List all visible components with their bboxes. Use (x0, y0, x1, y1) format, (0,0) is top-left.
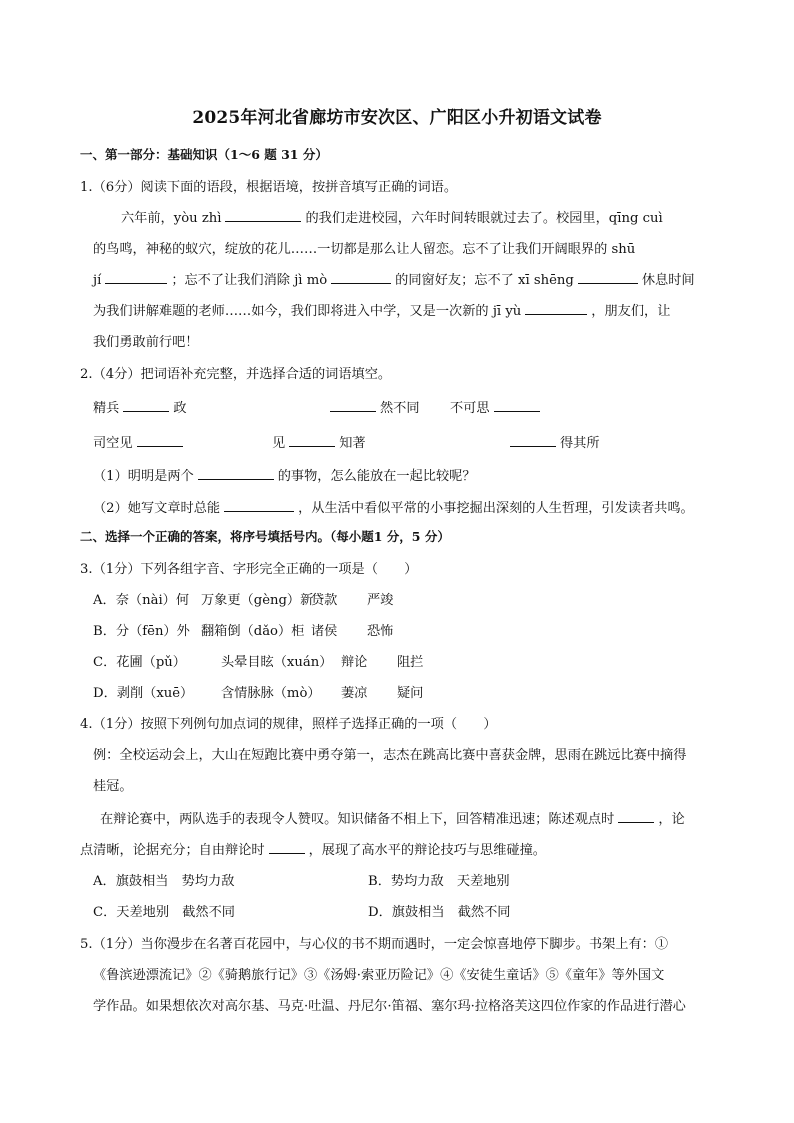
option-part: C．花圃（pǔ） (93, 655, 186, 670)
option-d[interactable]: D．旗鼓相当 截然不同 (368, 905, 511, 920)
question-1-line-5: 我们勇敢前行吧！ (93, 335, 199, 350)
answer-blank[interactable] (289, 434, 335, 447)
option-c[interactable] (93, 651, 423, 670)
q1-text: ，朋友们，让 (591, 304, 671, 319)
q1-text: 休息时间 (641, 273, 695, 288)
answer-blank[interactable] (578, 271, 638, 284)
passage-line-1 (100, 808, 685, 827)
page-title: 2025年河北省廊坊市安次区、广阳区小升初语文试卷 (192, 108, 602, 128)
sentence-text: ，从生活中看似平常的小事挖掘出深刻的人生哲理，引发读者共鸣。 (298, 501, 694, 516)
question-5-line-3: 学作品。如果想依次对高尔基、马克·吐温、丹尼尔·笛福、塞尔玛·拉格洛芙这四位作家的作品进行潜心 (93, 999, 686, 1014)
q1-text: 的同窗好友；忘不了 xī shēng (395, 273, 574, 288)
q1-text: 的我们走进校园，六年时间转眼就过去了。校园里，qīng cuì (305, 211, 663, 226)
answer-blank[interactable] (331, 271, 391, 284)
question-2-stem: 2.（4分）把词语补充完整，并选择合适的词语填空。 (80, 367, 392, 382)
passage-text: 在辩论赛中，两队选手的表现令人赞叹。知识储备不相上下，回答精准迅速；陈述观点时 (100, 812, 615, 827)
example-line-1: 例：全校运动会上，大山在短跑比赛中勇夺第一，志杰在跳高比赛中喜获金牌，思雨在跳远比赛中摘得 (93, 748, 687, 763)
section-header-part1: 一、第一部分：基础知识（1～6 题 31 分） (80, 147, 328, 162)
idiom-1 (93, 397, 187, 416)
option-part: 含情脉脉（mò） (221, 686, 321, 701)
option-a[interactable]: A．旗鼓相当 势均力敌 (93, 874, 235, 889)
option-part: 疑问 (397, 686, 424, 701)
question-2-sentence-1 (93, 465, 476, 484)
q1-text: jí (93, 273, 102, 288)
passage-text: ，展现了高水平的辩论技巧与思维碰撞。 (308, 843, 546, 858)
option-part: 严竣 (367, 593, 394, 608)
answer-blank[interactable] (525, 302, 587, 315)
option-b[interactable] (93, 620, 393, 639)
option-part: 万象更（gèng）新 (201, 593, 314, 608)
option-part: B．分（fēn）外 (93, 624, 190, 639)
answer-blank[interactable] (510, 434, 556, 447)
sentence-text: （1）明明是两个 (93, 469, 194, 484)
question-1-stem: 1.（6分）阅读下面的语段，根据语境，按拼音填写正确的词语。 (80, 180, 458, 195)
question-5-line-1: 5.（1分）当你漫步在名著百花园中，与心仪的书不期而遇时，一定会惊喜地停下脚步。书架上有：① (80, 937, 669, 952)
idiom-text: 知著 (339, 436, 366, 451)
sentence-text: 的事物，怎么能放在一起比较呢？ (277, 469, 476, 484)
option-a[interactable] (93, 589, 393, 608)
answer-blank[interactable] (618, 810, 654, 823)
question-2-sentence-2 (93, 497, 694, 516)
q1-text: 为我们讲解难题的老师……如今，我们即将进入中学，又是一次新的 jī yù (93, 304, 522, 319)
idiom-3 (450, 397, 544, 416)
idiom-6 (510, 432, 600, 451)
option-b[interactable]: B．势均力敌 天差地别 (368, 874, 510, 889)
q1-text: 六年前，yòu zhì (121, 211, 222, 226)
answer-blank[interactable] (330, 399, 376, 412)
passage-text: ，论 (658, 812, 685, 827)
question-1-line-1 (121, 207, 663, 226)
answer-blank[interactable] (123, 399, 169, 412)
option-part: D．剥削（xuē） (93, 686, 194, 701)
option-part: A．奈（nài）何 (93, 593, 190, 608)
question-4-stem: 4.（1分）按照下列例句加点词的规律，照样子选择正确的一项（ ） (80, 717, 497, 732)
answer-blank[interactable] (105, 271, 167, 284)
idiom-text: 得其所 (560, 436, 600, 451)
idiom-text: 精兵 (93, 401, 120, 416)
idiom-text: 不可思 (450, 401, 490, 416)
answer-blank[interactable] (225, 209, 301, 222)
option-c[interactable]: C．天差地别 截然不同 (93, 905, 235, 920)
idiom-text: 然不同 (380, 401, 420, 416)
option-part: 翻箱倒（dǎo）柜 (201, 624, 305, 639)
option-part: 辩论 (341, 655, 368, 670)
question-1-line-3 (93, 269, 695, 288)
idiom-text: 司空见 (93, 436, 133, 451)
sentence-text: （2）她写文章时总能 (93, 501, 221, 516)
section-header-part2: 二、选择一个正确的答案，将序号填括号内。（每小题1 分，5 分） (80, 529, 450, 544)
question-5-line-2: 《鲁滨逊漂流记》②《骑鹅旅行记》③《汤姆·索亚历险记》④《安徒生童话》⑤《童年》等外国文 (93, 968, 665, 983)
idiom-4 (93, 432, 187, 451)
idiom-text: 政 (173, 401, 187, 416)
passage-text: 点清晰，论据充分；自由辩论时 (80, 843, 265, 858)
answer-blank[interactable] (198, 467, 274, 480)
option-d[interactable] (93, 682, 423, 701)
option-part: 贷款 (311, 593, 338, 608)
answer-blank[interactable] (137, 434, 183, 447)
example-line-2: 桂冠。 (93, 779, 133, 794)
idiom-text: 见 (272, 436, 286, 451)
question-3-stem: 3.（1分）下列各组字音、字形完全正确的一项是（ ） (80, 562, 418, 577)
option-part: 阻拦 (397, 655, 424, 670)
question-1-line-2: 的鸟鸣，神秘的蚁穴，绽放的花儿……一切都是那么让人留恋。忘不了让我们开阔眼界的 shū (93, 242, 636, 257)
option-part: 恐怖 (367, 624, 394, 639)
answer-blank[interactable] (494, 399, 540, 412)
idiom-2 (330, 397, 420, 416)
answer-blank[interactable] (224, 499, 294, 512)
question-1-line-4 (93, 300, 670, 319)
q1-text: ；忘不了让我们消除 jì mò (171, 273, 328, 288)
option-part: 诸侯 (311, 624, 338, 639)
passage-line-2 (80, 839, 546, 858)
idiom-5 (272, 432, 366, 451)
option-part: 萋凉 (341, 686, 368, 701)
option-part: 头晕目眩（xuán） (221, 655, 333, 670)
answer-blank[interactable] (269, 841, 305, 854)
